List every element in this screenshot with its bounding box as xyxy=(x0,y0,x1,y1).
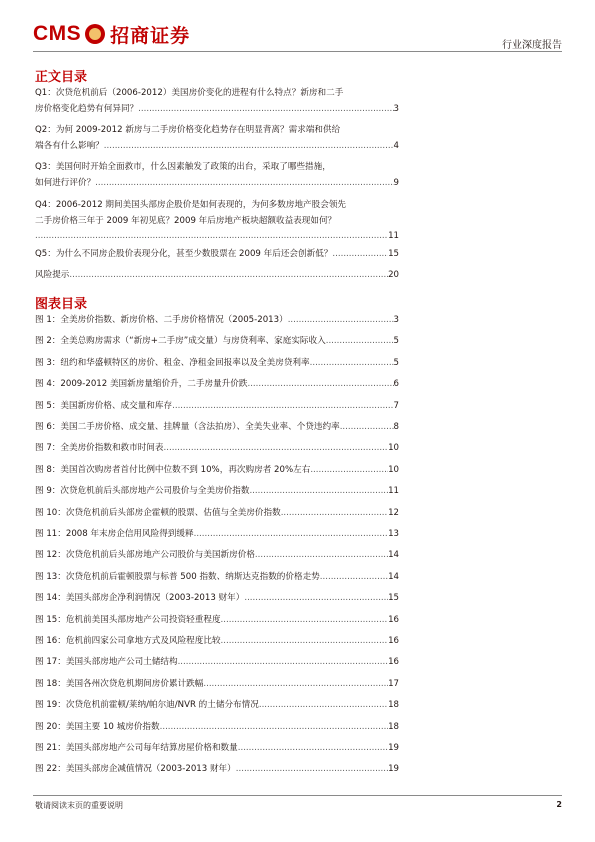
toc-leader-dots xyxy=(69,268,388,284)
toc-item[interactable] xyxy=(35,268,399,284)
figure-item-text: 图 2：全美总购房需求（“新房+二手房”成交量）与房贷利率、家庭实际收入 xyxy=(35,336,326,346)
toc-item-text: 如何进行评价？ xyxy=(35,177,96,188)
figure-item-text: 图 12：次贷危机前后头部房地产公司股价与美国新房价格 xyxy=(35,550,255,560)
figure-item-page: 12 xyxy=(388,508,399,518)
figure-item-text: 图 5：美国新房价格、成交量和库存 xyxy=(35,401,173,411)
toc-item-text: Q1：次贷危机前后（2006-2012）美国房价变化的进程有什么特点？新房和二手 xyxy=(35,88,344,98)
figure-item-page: 17 xyxy=(388,679,399,689)
toc-leader-dots xyxy=(104,139,394,155)
figure-leader-dots xyxy=(244,592,388,604)
figure-leader-dots xyxy=(259,699,388,711)
figure-item-page: 11 xyxy=(388,486,399,496)
toc-item-text: Q2：为何 2009-2012 新房与二手房价格变化趋势存在明显背离？需求端和供给 xyxy=(35,125,341,135)
figure-item-page: 19 xyxy=(388,764,399,774)
figure-item-text: 图 9：次贷危机前后头部房地产公司股价与全美房价指数 xyxy=(35,486,250,496)
figure-list-item[interactable] xyxy=(35,614,399,626)
header-divider xyxy=(33,51,562,52)
figure-item-text: 图 21：美国头部房地产公司每年结算房屋价格和数量 xyxy=(35,743,238,753)
toc-item-text: 房价格变化趋势有何异同？ xyxy=(35,103,139,114)
figure-list-item[interactable] xyxy=(35,314,399,326)
figure-list-item[interactable] xyxy=(35,635,399,647)
figure-leader-dots xyxy=(281,507,388,519)
figure-list-item[interactable] xyxy=(35,571,399,583)
figure-item-text: 图 18：美国各州次贷危机期间房价累计跌幅 xyxy=(35,679,204,689)
toc-item-page: 20 xyxy=(388,270,399,280)
figure-item-page: 13 xyxy=(388,529,399,539)
figure-item-text: 图 22：美国头部房企减值情况（2003-2013 财年） xyxy=(35,764,236,774)
figure-leader-dots xyxy=(221,635,389,647)
figure-leader-dots xyxy=(194,528,388,540)
toc-leader-dots xyxy=(35,229,388,245)
toc-leader-dots xyxy=(138,102,393,118)
toc-item-text: 端各有什么影响？ xyxy=(35,140,104,151)
toc-section-title: 正文目录 xyxy=(35,70,88,85)
figure-leader-dots xyxy=(249,485,388,497)
figure-list-item[interactable] xyxy=(35,421,399,433)
figure-list-item[interactable] xyxy=(35,678,399,690)
toc-item-page: 3 xyxy=(393,103,399,114)
page-number: 2 xyxy=(556,800,562,809)
figure-leader-dots xyxy=(320,571,388,583)
figure-list-item[interactable] xyxy=(35,721,399,733)
figure-list-item[interactable] xyxy=(35,378,399,390)
figure-list-item[interactable] xyxy=(35,357,399,369)
figure-item-page: 7 xyxy=(393,401,399,411)
figure-leader-dots xyxy=(255,549,388,561)
figure-list-item[interactable] xyxy=(35,528,399,540)
figure-item-text: 图 20：美国主要 10 城房价指数 xyxy=(35,722,160,732)
figure-leader-dots xyxy=(236,763,388,775)
figure-item-text: 图 6：美国二手房价格、成交量、挂牌量（含法拍房）、全美失业率、个贷违约率 xyxy=(35,422,340,432)
toc-item-text: Q3：美国何时开始全面救市，什么因素触发了政策的出台，采取了哪些措施， xyxy=(35,162,331,172)
figure-item-text: 图 8：美国首次购房者首付比例中位数不到 10%，再次购房者 20%左右 xyxy=(35,465,311,475)
footer-disclaimer: 敬请阅读末页的重要说明 xyxy=(35,801,123,810)
toc-item-text: 二手房价格三年于 2009 年初见底？2009 年后房地产板块超额收益表现如何？ xyxy=(35,215,337,226)
toc-item-page: 15 xyxy=(388,249,399,259)
figure-item-text: 图 14：美国头部房企净利润情况（2003-2013 财年） xyxy=(35,593,245,603)
figure-item-page: 6 xyxy=(393,379,399,389)
toc-item[interactable] xyxy=(35,86,399,117)
figure-item-text: 图 13：次贷危机前后霍顿股票与标普 500 指数、纳斯达克指数的价格走势 xyxy=(35,572,320,582)
figure-list-item[interactable] xyxy=(35,699,399,711)
footer-divider xyxy=(33,795,562,796)
figures-section-title: 图表目录 xyxy=(35,297,88,312)
figure-item-text: 图 1：全美房价指数、新房价格、二手房价格情况（2005-2013） xyxy=(35,315,288,325)
figure-list-item[interactable] xyxy=(35,549,399,561)
figure-item-text: 图 17：美国头部房地产公司土储结构 xyxy=(35,657,178,667)
figure-list-item[interactable] xyxy=(35,442,399,454)
figure-list-item[interactable] xyxy=(35,763,399,775)
logo-cms-text: CMS xyxy=(33,22,82,45)
figure-item-page: 14 xyxy=(388,550,399,560)
toc-leader-dots xyxy=(332,247,388,263)
figure-leader-dots xyxy=(326,335,394,347)
figure-leader-dots xyxy=(310,464,388,476)
figure-item-text: 图 3：纽约和华盛顿特区的房价、租金、净租金回报率以及全美房贷利率 xyxy=(35,358,310,368)
figure-leader-dots xyxy=(203,678,388,690)
toc-item-page: 11 xyxy=(388,231,399,241)
figure-item-page: 19 xyxy=(388,743,399,753)
figure-leader-dots xyxy=(238,742,388,754)
figure-item-text: 图 10：次贷危机前后头部房企霍顿的股票、估值与全美房价指数 xyxy=(35,508,281,518)
toc-item-text: 风险提示 xyxy=(35,270,70,280)
figure-list-item[interactable] xyxy=(35,464,399,476)
toc-item[interactable] xyxy=(35,160,399,191)
toc-leader-dots xyxy=(95,176,393,192)
page-header xyxy=(0,0,595,58)
report-type-label: 行业深度报告 xyxy=(502,40,562,51)
toc-item[interactable] xyxy=(35,123,399,154)
figure-list-item[interactable] xyxy=(35,485,399,497)
figure-list-item[interactable] xyxy=(35,507,399,519)
figure-item-page: 14 xyxy=(388,572,399,582)
figure-leader-dots xyxy=(160,721,388,733)
figure-item-page: 3 xyxy=(393,315,399,325)
figure-item-text: 图 19：次贷危机前霍顿/莱纳/帕尔迪/NVR 的土储分布情况 xyxy=(35,700,259,710)
figure-item-page: 5 xyxy=(393,336,399,346)
figure-leader-dots xyxy=(178,656,388,668)
figure-leader-dots xyxy=(247,378,393,390)
logo-chinese-text: 招商证券 xyxy=(110,24,191,47)
figure-leader-dots xyxy=(172,400,393,412)
figure-list-item[interactable] xyxy=(35,592,399,604)
toc-item-text: Q4：2006-2012 期间美国头部房企股价是如何表现的，为何多数房地产股会领先 xyxy=(35,200,347,210)
figure-list-item[interactable] xyxy=(35,400,399,412)
figure-leader-dots xyxy=(164,442,389,454)
figure-item-text: 图 15：危机前美国头部房地产公司投资轻重程度 xyxy=(35,615,221,625)
figure-leader-dots xyxy=(221,614,389,626)
figure-list-item[interactable] xyxy=(35,656,399,668)
figure-item-page: 10 xyxy=(388,465,399,475)
figure-item-page: 10 xyxy=(388,443,399,453)
figure-item-page: 15 xyxy=(388,593,399,603)
logo-emblem-icon xyxy=(85,24,105,44)
figure-leader-dots xyxy=(310,357,394,369)
company-logo xyxy=(33,21,190,47)
figure-item-page: 16 xyxy=(388,657,399,667)
figure-item-page: 18 xyxy=(388,700,399,710)
figure-leader-dots xyxy=(288,314,394,326)
figure-list-item[interactable] xyxy=(35,335,399,347)
toc-item-text: Q5：为什么不同房企股价表现分化，甚至少数股票在 2009 年后还会创新低？ xyxy=(35,249,333,259)
figure-item-page: 8 xyxy=(393,422,399,432)
figure-item-page: 5 xyxy=(393,358,399,368)
figure-item-page: 16 xyxy=(388,615,399,625)
toc-item-page: 9 xyxy=(393,177,399,188)
figure-item-page: 18 xyxy=(388,722,399,732)
toc-item[interactable] xyxy=(35,198,399,245)
figure-item-text: 图 4：2009-2012 美国新房量缩价升，二手房量升价跌 xyxy=(35,379,248,389)
figure-leader-dots xyxy=(340,421,394,433)
figure-item-text: 图 16：危机前四家公司拿地方式及风险程度比较 xyxy=(35,636,221,646)
figure-list-item[interactable] xyxy=(35,742,399,754)
toc-item-page: 4 xyxy=(393,140,399,151)
figure-item-text: 图 7：全美房价指数和救市时间表 xyxy=(35,443,164,453)
figure-item-text: 图 11：2008 年末房企信用风险得到缓释 xyxy=(35,529,194,539)
figure-item-page: 16 xyxy=(388,636,399,646)
toc-item[interactable] xyxy=(35,247,399,263)
